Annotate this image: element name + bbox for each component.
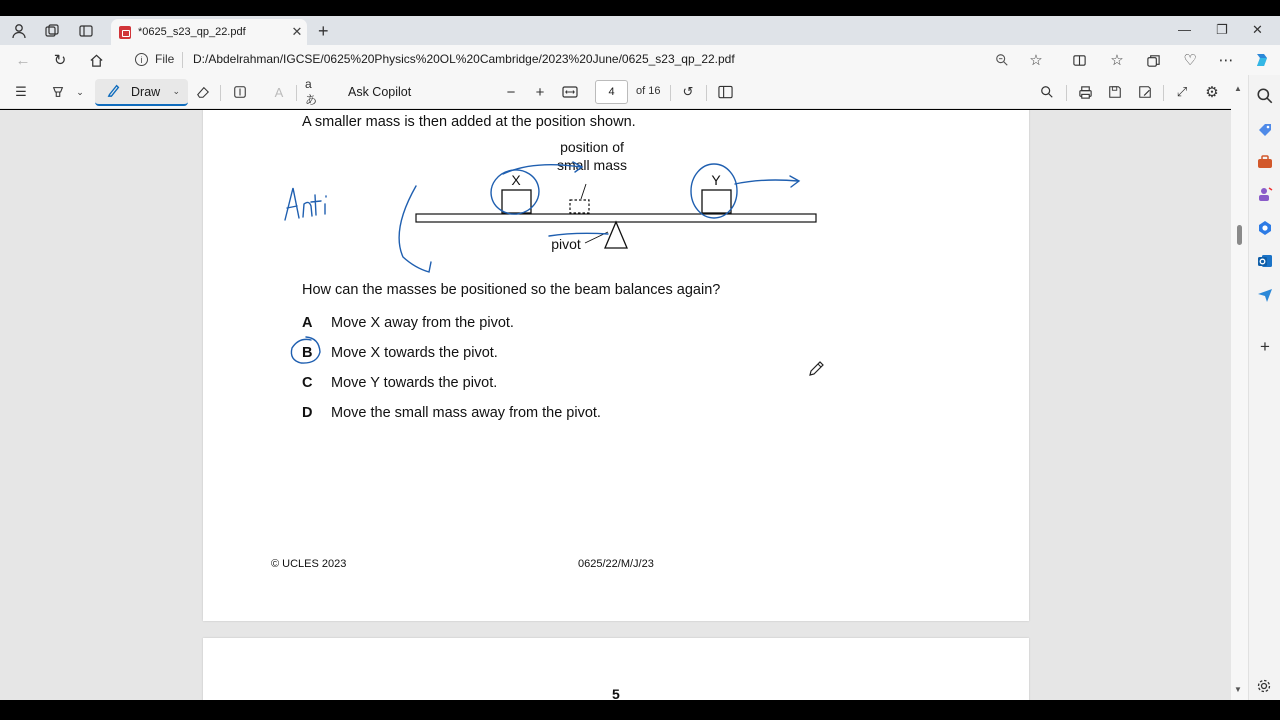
ink-circle-option-b	[291, 337, 320, 363]
ask-copilot-button[interactable]: Ask Copilot	[348, 85, 412, 99]
rotate-icon[interactable]: ↺	[682, 84, 694, 99]
microsoft-365-icon[interactable]	[1256, 219, 1274, 237]
label-position-of: position of	[560, 140, 624, 155]
highlight-options-chevron-icon[interactable]: ⌄	[76, 86, 84, 97]
ink-underline-position	[549, 233, 608, 236]
save-icon[interactable]	[1106, 83, 1124, 101]
favorites-icon[interactable]: ☆	[1110, 52, 1124, 69]
question-text: How can the masses be positioned so the beam balances again?	[302, 282, 721, 298]
ink-curve-stroke	[399, 186, 431, 272]
back-arrow-icon[interactable]: ←	[15, 51, 31, 69]
pdf-toolbar	[0, 75, 1248, 109]
pdf-viewer[interactable]	[0, 110, 1231, 700]
print-icon[interactable]	[1076, 83, 1094, 101]
fit-to-width-icon[interactable]	[561, 83, 579, 101]
ink-arrow-x	[503, 162, 582, 174]
zoom-icon[interactable]	[992, 50, 1012, 70]
text-box-icon[interactable]	[231, 83, 249, 101]
divider	[1163, 85, 1164, 101]
option-d-letter: D	[302, 405, 313, 421]
option-b-letter: B	[302, 345, 313, 361]
divider	[296, 85, 297, 101]
option-c-letter: C	[302, 375, 313, 391]
page-count: of 16	[636, 85, 661, 97]
tab-title: *0625_s23_qp_22.pdf	[138, 26, 246, 38]
label-pivot: pivot	[551, 236, 581, 252]
page-view-icon[interactable]	[716, 83, 734, 101]
tab-active-pdf[interactable]	[111, 19, 307, 45]
divider	[1066, 85, 1067, 101]
ink-circle-x	[488, 166, 543, 218]
read-aloud-icon[interactable]: A	[274, 84, 284, 100]
profile-icon[interactable]	[10, 22, 28, 40]
search-icon[interactable]	[1038, 83, 1056, 101]
save-as-icon[interactable]	[1136, 83, 1154, 101]
workspaces-icon[interactable]	[43, 22, 61, 40]
option-c-text: Move Y towards the pivot.	[331, 375, 498, 391]
divider	[220, 85, 221, 101]
split-screen-icon[interactable]	[1069, 50, 1089, 70]
pdf-page-4	[203, 110, 1029, 621]
vertical-tabs-icon[interactable]	[77, 22, 95, 40]
copilot-icon[interactable]	[1252, 50, 1272, 70]
divider	[670, 85, 671, 101]
handwriting-anti	[285, 188, 299, 220]
add-sidebar-app-icon[interactable]: +	[1260, 337, 1270, 356]
pdf-page-5	[203, 638, 1029, 700]
vertical-scrollbar[interactable]	[1231, 75, 1248, 700]
address-bar	[0, 45, 1280, 75]
games-icon[interactable]	[1256, 185, 1274, 203]
ink-circle-y	[691, 164, 737, 218]
scroll-up-icon[interactable]: ▲	[1234, 84, 1242, 93]
translate-icon[interactable]: aあ	[305, 76, 318, 107]
close-window-button[interactable]: ✕	[1252, 22, 1263, 37]
tab-close-button[interactable]: ✕	[291, 24, 303, 39]
settings-gear-icon[interactable]: ⚙	[1205, 84, 1219, 101]
page-number: 5	[612, 686, 620, 700]
chevron-down-icon[interactable]: ⌄	[172, 86, 180, 96]
outlook-icon[interactable]	[1256, 252, 1274, 270]
label-x: X	[511, 172, 521, 188]
option-a-letter: A	[302, 315, 313, 331]
sidebar-settings-gear-icon[interactable]	[1256, 678, 1274, 696]
highlight-icon[interactable]	[49, 83, 67, 101]
more-menu-icon[interactable]: ⋯	[1218, 52, 1234, 69]
zoom-out-button[interactable]: −	[506, 83, 516, 101]
option-d-text: Move the small mass away from the pivot.	[331, 405, 601, 421]
tab-bar	[0, 16, 1280, 45]
browser-essentials-icon[interactable]: ♡	[1183, 52, 1197, 69]
label-y: Y	[711, 172, 721, 188]
label-small-mass: small mass	[556, 157, 628, 173]
favorite-star-icon[interactable]: ☆	[1029, 52, 1043, 69]
ink-annotations	[203, 110, 1029, 480]
option-b-text: Move X towards the pivot.	[331, 345, 498, 361]
minimize-button[interactable]: —	[1178, 22, 1191, 37]
pdf-file-icon	[119, 26, 131, 39]
page-number-input[interactable]: 4	[595, 80, 628, 104]
pen-cursor-icon	[808, 359, 826, 377]
info-icon[interactable]: i	[135, 53, 148, 66]
pen-icon	[107, 83, 121, 100]
file-label: File	[155, 52, 175, 66]
screen-bottom-border	[0, 700, 1280, 720]
ink-arrow-y	[735, 176, 799, 187]
footer-copyright: © UCLES 2023	[271, 558, 347, 570]
draw-label: Draw	[131, 84, 161, 99]
contents-list-icon[interactable]: ☰	[15, 84, 27, 99]
eraser-icon[interactable]	[194, 83, 212, 101]
url-field[interactable]: D:/Abdelrahman/IGCSE/0625%20Physics%20OL%20Cambridge/2023%20June/0625_s23_qp_22.pdf	[193, 52, 735, 66]
collections-icon[interactable]	[1143, 50, 1163, 70]
search-sidebar-icon[interactable]	[1256, 87, 1274, 105]
tools-briefcase-icon[interactable]	[1256, 153, 1274, 171]
option-a-text: Move X away from the pivot.	[331, 315, 514, 331]
scroll-down-icon[interactable]: ▼	[1234, 685, 1242, 694]
edge-sidebar	[1248, 75, 1280, 700]
divider	[182, 52, 183, 68]
full-screen-icon[interactable]: ⤢	[1176, 84, 1188, 99]
question-intro: A smaller mass is then added at the position shown.	[302, 114, 636, 130]
shopping-tag-icon[interactable]	[1256, 121, 1274, 139]
restore-button[interactable]: ❐	[1216, 22, 1228, 37]
draw-button[interactable]	[95, 79, 188, 106]
divider	[706, 85, 707, 101]
footer-paper-code: 0625/22/M/J/23	[578, 558, 654, 570]
zoom-in-button[interactable]: +	[535, 83, 545, 101]
send-icon[interactable]	[1256, 286, 1274, 304]
home-icon[interactable]	[86, 50, 106, 70]
new-tab-button[interactable]: +	[318, 21, 329, 41]
refresh-icon[interactable]: ↻	[53, 52, 67, 69]
scrollbar-thumb[interactable]	[1237, 225, 1242, 245]
